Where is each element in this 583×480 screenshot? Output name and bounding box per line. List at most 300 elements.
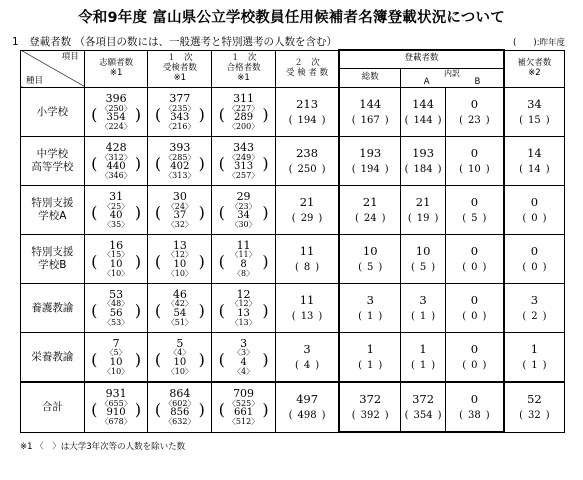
previous-value-paren: ( 0 ) [462,360,487,372]
previous-value: 1 [419,360,427,372]
second-exam-cell [275,382,339,432]
current-value: 11 [299,293,315,308]
previous-value: 13 [300,311,314,323]
row-label-line: 栄養教諭 [31,350,74,363]
previous-value-paren: ( 0 ) [522,262,547,274]
previous-value-paren: ( 392 ) [351,409,389,421]
current-value: 144 [359,97,382,112]
previous-sub-value: 〈313〉 [164,171,196,181]
current-value: 21 [362,195,378,210]
applicants-cell [84,88,148,137]
supplementary-cell [504,235,565,284]
header-row [21,50,565,68]
header-second-exam: ２ 次 受 検 者 数 [275,50,339,88]
previous-year-group [159,408,201,427]
previous-value: 10 [467,164,481,176]
registered-a-cell [401,137,446,186]
current-value: 343 [233,140,255,154]
registered-total-cell [339,284,401,333]
registered-total-cell [339,382,401,432]
previous-value: ( 40 [109,209,123,221]
previous-sub-value: 〈35〉 [103,220,130,230]
previous-value: ( 313 [234,160,254,172]
previous-value: ( 10 [109,258,123,270]
previous-year-group [95,113,137,132]
corner-bottom-label: 種目 [26,75,44,86]
previous-value-paren: ( 32 ) [519,410,550,422]
previous-sub-value: 〈32〉 [166,220,193,230]
current-value: 13 [172,238,187,252]
corner-cell [21,50,85,88]
first-exam-cell [148,333,212,383]
row-label [21,88,85,137]
previous-sub-value: 〈224〉 [100,122,132,132]
current-sub-value: 〈285〉 [164,152,196,162]
current-value: 428 [105,140,127,154]
previous-value: 5 [419,262,427,274]
applicants-cell [84,235,148,284]
first-pass-cell [212,88,276,137]
previous-value: 38 [467,409,481,421]
previous-value-paren: ( 4 ) [294,360,320,372]
table-row [21,137,565,186]
previous-year-group [223,113,265,132]
current-value: 0 [530,195,539,210]
registered-a-cell [401,88,446,137]
previous-value: 5 [367,262,374,274]
registered-b-cell [445,186,503,235]
current-value: 16 [109,238,124,252]
previous-sub-value: 〈632〉 [164,417,196,427]
first-pass-cell [212,284,276,333]
previous-year-group [95,408,137,427]
registered-b-cell [445,382,503,432]
current-value: 709 [233,387,255,401]
current-value: 238 [296,146,319,161]
previous-value-paren: ( 1 ) [410,311,436,323]
previous-value: ( 856 [170,406,190,418]
previous-value: ( 354 [106,111,126,123]
table-row [21,235,565,284]
previous-value-paren: ( 0 ) [522,213,547,225]
previous-value: 1 [531,360,538,372]
previous-year-group [159,211,201,230]
previous-year-group [159,309,201,328]
registered-total-cell [339,333,401,383]
current-sub-value: 〈4〉 [169,348,191,358]
current-value: 3 [419,293,427,308]
registered-total-cell [339,186,401,235]
previous-value: 8 [303,262,311,274]
current-sub-value: 〈12〉 [166,250,193,260]
row-label-line: 特別支援 [31,246,74,259]
section-heading: 1 登載者数 （各項目の数には、一般選考と特別選考の人数を含む） [12,36,338,48]
row-label-line: 合計 [41,400,63,413]
supplementary-cell [504,186,565,235]
previous-value: 167 [360,115,380,127]
header-applicants: 志願者数 ※1 [84,50,148,88]
first-exam-cell [148,186,212,235]
current-value: 34 [527,97,542,112]
registered-b-cell [445,88,503,137]
current-value: 0 [470,97,479,112]
current-value: 0 [470,391,479,406]
registered-a-cell [401,186,446,235]
previous-year-group [95,162,137,181]
previous-value-paren: ( 2 ) [522,311,547,323]
current-value: 12 [236,287,251,301]
current-value: 0 [470,293,479,308]
previous-value-paren: ( 1 ) [410,360,436,372]
previous-year-group [95,309,137,328]
current-value: 393 [169,140,191,154]
current-sub-value: 〈42〉 [166,299,193,309]
previous-sub-value: 〈512〉 [227,417,260,427]
previous-value: ( 289 [234,111,254,123]
current-sub-value: 〈312〉 [100,152,132,162]
first-pass-cell [212,333,276,383]
current-sub-value: 〈25〉 [103,201,130,211]
row-label-line: 特別支援 [31,197,74,210]
current-value: 5 [176,336,184,350]
current-sub-value: 〈23〉 [230,201,257,211]
applicants-cell [84,137,148,186]
row-label [21,137,85,186]
current-sub-value: 〈249〉 [227,152,260,162]
current-value: 193 [359,146,382,161]
registered-a-cell [401,235,446,284]
previous-value-paren: ( 1 ) [358,311,383,323]
header-breakdown-label: 内訳 [444,68,461,78]
header-first-pass: １ 次 合格者数 ※1 [212,50,276,88]
header-breakdown [401,68,504,88]
previous-sub-value: 〈678〉 [100,417,132,427]
second-exam-cell [275,137,339,186]
first-pass-cell [212,186,276,235]
header-total: 総数 [339,68,401,88]
current-value: 0 [470,342,479,357]
previous-year-group [95,358,137,377]
current-value: 52 [527,392,542,407]
previous-value-paren: ( 194 ) [351,164,389,176]
previous-value-paren: ( 194 ) [288,115,326,127]
current-value: 193 [412,146,435,161]
current-value: 1 [366,342,374,357]
previous-value-paren: ( 14 ) [519,164,550,176]
current-value: 21 [299,195,315,210]
registered-total-cell [339,235,401,284]
header-supplementary: 補欠者数 ※2 [504,50,565,88]
previous-value-paren: ( 8 ) [294,262,320,274]
previous-value: 4 [303,360,311,372]
previous-value: ( 37 [173,209,187,221]
registered-b-cell [445,284,503,333]
previous-value-paren: ( 5 ) [410,262,436,274]
previous-value-paren: ( 250 ) [288,164,326,176]
current-value: 7 [112,336,120,350]
previous-value: ( 56 [109,307,123,319]
corner-top-label: 項目 [61,51,79,62]
header-b: B [474,76,481,87]
previous-sub-value: 〈257〉 [227,171,260,181]
previous-year-group [223,309,265,328]
applicants-cell [84,382,148,432]
previous-value: 14 [528,164,541,176]
second-exam-cell [275,88,339,137]
current-value: 3 [240,336,248,350]
current-sub-value: 〈11〉 [230,250,257,260]
row-label-line: 学校A [38,210,67,223]
row-label [21,382,85,432]
previous-value: 5 [471,213,478,225]
previous-sub-value: 〈4〉 [233,367,255,377]
current-value: 10 [362,244,378,259]
previous-value: 23 [467,115,481,127]
previous-sub-value: 〈13〉 [230,318,257,328]
previous-value: 184 [413,164,433,176]
previous-sub-value: 〈200〉 [227,122,260,132]
current-value: 11 [236,238,251,252]
current-value: 377 [169,92,191,106]
table-row [21,333,565,383]
row-label-line: 中学校 [36,148,69,161]
previous-value-paren: ( 184 ) [404,164,442,176]
current-value: 0 [470,195,479,210]
current-value: 31 [109,189,124,203]
page-title: 令和9年度 富山県公立学校教員任用候補者名簿登載状況について [78,10,505,26]
previous-year-group [95,211,137,230]
applicants-cell [84,284,148,333]
previous-value-paren: ( 10 ) [459,164,490,176]
first-exam-cell [148,284,212,333]
supplementary-cell [504,284,565,333]
header-first-exam: １ 次 受検者数 ※1 [148,50,212,88]
previous-year-group [159,260,201,279]
previous-value: 1 [367,311,374,323]
previous-value-paren: ( 167 ) [351,115,389,127]
previous-sub-value: 〈8〉 [233,269,255,279]
registered-total-cell [339,137,401,186]
first-pass-cell [212,382,276,432]
current-value: 931 [105,387,127,401]
previous-year-group [223,260,265,279]
previous-year-group [159,113,201,132]
previous-value-paren: ( 29 ) [291,213,323,225]
previous-value-paren: ( 0 ) [462,262,487,274]
previous-value: 144 [413,115,433,127]
current-value: 144 [412,97,435,112]
row-label-line: 養護教諭 [31,301,74,314]
previous-value: 32 [528,410,541,422]
previous-value: 194 [360,164,380,176]
first-exam-cell [148,137,212,186]
previous-value-paren: ( 354 ) [404,409,442,421]
supplementary-cell [504,88,565,137]
current-value: 372 [359,391,382,406]
previous-sub-value: 〈53〉 [103,318,130,328]
current-value: 46 [172,287,187,301]
previous-value: 354 [413,409,433,421]
supplementary-cell [504,333,565,383]
footnote: ※1 〈 〉は大学3年次等の人数を除いた数 [20,442,186,452]
first-exam-cell [148,382,212,432]
current-value: 53 [109,287,124,301]
supplementary-cell [504,382,565,432]
current-sub-value: 〈24〉 [166,201,193,211]
current-value: 1 [419,342,427,357]
previous-value: ( 4 [240,356,247,368]
previous-sub-value: 〈51〉 [166,318,193,328]
previous-value: 1 [419,311,427,323]
previous-sub-value: 〈10〉 [166,367,193,377]
previous-value: ( 34 [237,209,250,221]
previous-value-paren: ( 5 ) [358,262,383,274]
previous-value: ( 440 [106,160,126,172]
previous-value-paren: ( 13 ) [291,311,323,323]
row-label [21,333,85,383]
current-value: 864 [169,387,191,401]
registered-a-cell [401,333,446,383]
previous-value: 392 [360,409,380,421]
previous-year-group [159,358,201,377]
previous-value: ( 10 [173,356,187,368]
current-value: 372 [412,391,435,406]
row-label-line: 学校B [38,259,67,272]
current-value: 497 [296,392,319,407]
previous-value: 0 [531,262,538,274]
previous-sub-value: 〈10〉 [103,269,130,279]
previous-value-paren: ( 5 ) [462,213,487,225]
previous-value: ( 910 [106,406,126,418]
previous-value-paren: ( 38 ) [459,409,490,421]
applicants-cell [84,333,148,383]
row-label [21,235,85,284]
current-value: 3 [366,293,374,308]
previous-value: 24 [363,213,377,225]
current-value: 14 [527,146,542,161]
previous-value-paren: ( 23 ) [459,115,490,127]
previous-value: ( 8 [240,258,247,270]
second-exam-cell [275,235,339,284]
previous-value-paren: ( 24 ) [354,213,386,225]
registered-b-cell [445,137,503,186]
previous-year-group [159,162,201,181]
current-value: 1 [530,342,539,357]
current-value: 396 [105,92,127,106]
previous-value: 0 [531,213,538,225]
registered-b-cell [445,333,503,383]
second-exam-cell [275,284,339,333]
previous-value: 498 [297,410,317,422]
current-value: 0 [530,244,539,259]
previous-sub-value: 〈10〉 [166,269,193,279]
current-sub-value: 〈602〉 [164,398,196,408]
previous-value: 15 [528,115,541,127]
table-row [21,186,565,235]
current-sub-value: 〈525〉 [227,398,260,408]
current-value: 21 [415,195,431,210]
total-row [21,382,565,432]
previous-year-group [223,408,265,427]
second-exam-cell [275,186,339,235]
previous-sub-value: 〈10〉 [103,367,130,377]
current-sub-value: 〈227〉 [227,103,260,113]
table-row [21,284,565,333]
row-label [21,284,85,333]
registered-total-cell [339,88,401,137]
current-value: 3 [530,293,539,308]
previous-year-group [223,211,265,230]
current-value: 30 [172,189,187,203]
current-sub-value: 〈15〉 [103,250,130,260]
previous-value: 0 [471,360,478,372]
previous-value: 29 [300,213,314,225]
previous-sub-value: 〈216〉 [164,122,196,132]
current-value: 213 [296,97,319,112]
previous-sub-value: 〈30〉 [230,220,257,230]
row-label-line: 小学校 [36,105,69,118]
current-value: 10 [415,244,431,259]
table-row [21,88,565,137]
registration-table [20,49,565,433]
previous-value: ( 10 [109,356,123,368]
current-value: 11 [299,244,315,259]
first-pass-cell [212,137,276,186]
previous-value: ( 661 [234,406,254,418]
legend-note: ( ):昨年度 [513,38,565,48]
previous-value: 1 [367,360,374,372]
current-sub-value: 〈235〉 [164,103,196,113]
registered-b-cell [445,235,503,284]
header-a: A [423,76,430,87]
previous-sub-value: 〈346〉 [100,171,132,181]
previous-value: ( 13 [237,307,250,319]
supplementary-cell [504,137,565,186]
registered-a-cell [401,284,446,333]
previous-year-group [223,162,265,181]
current-value: 311 [233,92,255,106]
registered-a-cell [401,382,446,432]
previous-value: ( 343 [170,111,190,123]
current-sub-value: 〈3〉 [233,348,255,358]
previous-value: 19 [416,213,430,225]
previous-value-paren: ( 15 ) [519,115,550,127]
current-value: 29 [236,189,251,203]
current-sub-value: 〈250〉 [100,103,132,113]
previous-value-paren: ( 498 ) [288,410,326,422]
current-sub-value: 〈5〉 [105,348,127,358]
current-sub-value: 〈655〉 [100,398,132,408]
header-registered-group: 登載者数 [339,50,504,68]
previous-value-paren: ( 1 ) [522,360,547,372]
current-sub-value: 〈48〉 [103,299,130,309]
previous-value: 2 [531,311,538,323]
previous-value: ( 54 [173,307,187,319]
first-pass-cell [212,235,276,284]
previous-value-paren: ( 144 ) [404,115,442,127]
row-label [21,186,85,235]
previous-year-group [223,358,265,377]
previous-value: 0 [471,311,478,323]
previous-value-paren: ( 19 ) [407,213,439,225]
previous-value-paren: ( 1 ) [358,360,383,372]
previous-value: 194 [297,115,317,127]
current-value: 0 [470,146,479,161]
applicants-cell [84,186,148,235]
second-exam-cell [275,333,339,383]
current-value: 3 [303,342,311,357]
previous-value-paren: ( 0 ) [462,311,487,323]
